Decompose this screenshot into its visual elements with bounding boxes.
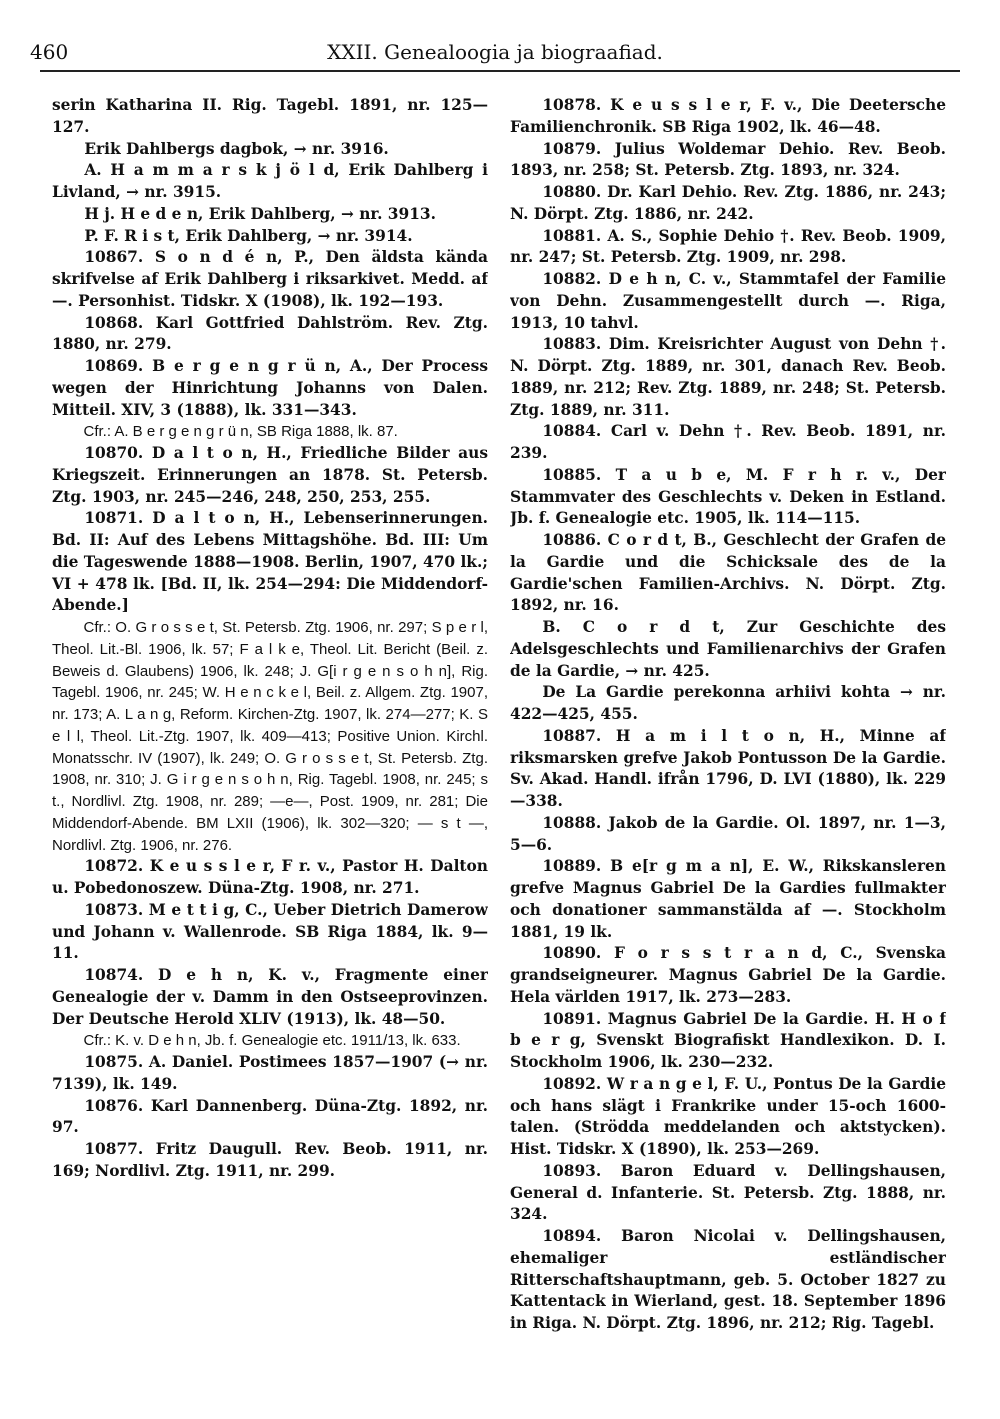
bibliography-entry: 10889. B e[r g m a n], E. W., Rikskansleren grefve Magnus Gabriel De la Gardies fullmakter och donationer sammanstälda af —. Stockholm 1881, 19 lk. (510, 857, 946, 941)
page-header (30, 38, 960, 68)
right-column (510, 95, 946, 1395)
bibliography-entry: 10893. Baron Eduard v. Dellingshausen, General d. Infanterie. St. Petersb. Ztg. 1888, nr. 324. (510, 1161, 946, 1224)
bibliography-entry: Erik Dahlbergs dagbok, → nr. 3916. (84, 139, 389, 158)
cfr-note: Cfr.: K. v. D e h n, Jb. f. Genealogie etc. 1911/13, lk. 633. (83, 1032, 461, 1050)
bibliography-entry: A. H a m m a r s k j ö l d, Erik Dahlberg i Livland, → nr. 3915. (52, 161, 488, 201)
bibliography-entry: 10883. Dim. Kreisrichter August von Dehn †. N. Dörpt. Ztg. 1889, nr. 301, danach Rev. Beob. 1889, nr. 212; Rev. Ztg. 1889, nr. 248; St. Petersb. Ztg. 1889, nr. 311. (510, 335, 946, 419)
bibliography-entry: H j. H e d e n, Erik Dahlberg, → nr. 3913. (84, 204, 436, 223)
page-number: 460 (30, 40, 69, 64)
bibliography-entry: 10884. Carl v. Dehn †. Rev. Beob. 1891, nr. 239. (510, 422, 946, 462)
bibliography-entry: 10875. A. Daniel. Postimees 1857—1907 (→ nr. 7139), lk. 149. (52, 1053, 488, 1093)
bibliography-entry: 10878. K e u s s l e r, F. v., Die Deetersche Familienchronik. SB Riga 1902, lk. 46—48. (510, 96, 946, 136)
bibliography-entry: 10894. Baron Nicolai v. Dellingshausen, ehemaliger estländischer Ritterschaftshauptmann, geb. 5. October 1827 zu Kattentack in Wierland, gest. 18. September 1896 in Riga. N. Dörpt. Ztg. 1896, nr. 212; Rig. Tagebl. (510, 1227, 946, 1332)
bibliography-entry: 10892. W r a n g e l, F. U., Pontus De la Gardie och hans slägt i Frankrike under 15-och 1600-talen. (Strödda meddelanden och aktstycken). Hist. Tidskr. X (1890), lk. 253—269. (510, 1074, 946, 1158)
header-rule (40, 70, 960, 72)
bibliography-entry: 10872. K e u s s l e r, F r. v., Pastor H. Dalton u. Pobedonoszew. Düna-Ztg. 1908, nr. 271. (52, 857, 488, 897)
bibliography-entry: 10891. Magnus Gabriel De la Gardie. H. H o f b e r g, Svenskt Biografiskt Handlexikon. D. I. Stockholm 1906, lk. 230—232. (510, 1009, 946, 1071)
cfr-note: Cfr.: A. B e r g e n g r ü n, SB Riga 1888, lk. 87. (83, 423, 398, 441)
cfr-note: Cfr.: O. G r o s s e t, St. Petersb. Ztg. 1906, nr. 297; S p e r l, Theol. Lit.-Bl. 1906, lk. 57; F a l k e, Theol. Lit. Bericht (Beil. z. Beweis d. Glaubens) 1906, lk. 248; J. G[i r g e n s o h n], Rig. Tagebl. 1906, nr. 245; W. H e n c k e l, Beil. z. Allgem. Ztg. 1907, nr. 173; A. L a n g, Reform. Kirchen-Ztg. 1907, lk. 274—277; K. S e l l, Theol. Lit.-Ztg. 1907, lk. 409—413; Positive Union. Kirchl. Monatsschr. IV (1907), lk. 249; O. G r o s s e t, St. Petersb. Ztg. 1908, nr. 310; J. G i r g e n s o h n, Rig. Tagebl. 1908, nr. 245; s t., Nordlivl. Ztg. 1908, nr. 289; —e—, Post. 1909, nr. 281; Die Middendorf-Abende. BM LXII (1906), lk. 302—320; — s t —, Nordlivl. Ztg. 1906, nr. 276. (52, 619, 488, 854)
bibliography-entry: serin Katharina II. Rig. Tagebl. 1891, nr. 125—127. (52, 96, 488, 136)
bibliography-entry: 10887. H a m i l t o n, H., Minne af riksmarsken grefve Jakob Pontusson De la Gardie. Sv. Akad. Handl. ifrån 1796, D. LVI (1880), lk. 229—338. (510, 726, 946, 810)
bibliography-entry: 10877. Fritz Daugull. Rev. Beob. 1911, nr. 169; Nordlivl. Ztg. 1911, nr. 299. (52, 1140, 488, 1180)
bibliography-entry: 10876. Karl Dannenberg. Düna-Ztg. 1892, nr. 97. (52, 1096, 488, 1137)
bibliography-entry: 10885. T a u b e, M. F r h r. v., Der Stammvater des Geschlechts v. Deken in Estland. Jb. f. Genealogie etc. 1905, lk. 114—115. (510, 465, 946, 528)
bibliography-entry: 10871. D a l t o n, H., Lebenserinnerungen. Bd. II: Auf des Lebens Mittagshöhe. Bd. III: Um die Tageswende 1888—1908. Berlin, 1907, 470 lk.; VI + 478 lk. [Bd. II, lk. 254—294: Die Middendorf-Abende.] (52, 509, 488, 615)
bibliography-entry: 10888. Jakob de la Gardie. Ol. 1897, nr. 1—3, 5—6. (510, 813, 946, 854)
bibliography-entry: 10879. Julius Woldemar Dehio. Rev. Beob. 1893, nr. 258; St. Petersb. Ztg. 1893, nr. 324. (510, 139, 946, 180)
bibliography-entry: 10880. Dr. Karl Dehio. Rev. Ztg. 1886, nr. 243; N. Dörpt. Ztg. 1886, nr. 242. (510, 183, 946, 223)
bibliography-entry: P. F. R i s t, Erik Dahlberg, → nr. 3914. (84, 226, 413, 245)
bibliography-entry: De La Gardie perekonna arhiivi kohta → nr. 422—425, 455. (510, 683, 946, 723)
bibliography-entry: 10870. D a l t o n, H., Friedliche Bilder aus Kriegszeit. Erinnerungen an 1878. St. Petersb. Ztg. 1903, nr. 245—246, 248, 250, 253, 255. (52, 444, 488, 506)
bibliography-entry: 10890. F o r s s t r a n d, C., Svenska grandseigneurer. Magnus Gabriel De la Gardie. Hela världen 1917, lk. 273—283. (510, 944, 946, 1006)
left-column (52, 95, 488, 1395)
bibliography-entry: 10868. Karl Gottfried Dahlström. Rev. Ztg. 1880, nr. 279. (52, 313, 488, 354)
bibliography-entry: 10882. D e h n, C. v., Stammtafel der Familie von Dehn. Zusammengestellt durch —. Riga, 1913, 10 tahvl. (510, 270, 946, 332)
bibliography-entry: 10886. C o r d t, B., Geschlecht der Grafen de la Gardie und die Schicksale des de la Gardie'schen Familien-Archivs. N. Dörpt. Ztg. 1892, nr. 16. (510, 531, 946, 615)
bibliography-entry: 10881. A. S., Sophie Dehio †. Rev. Beob. 1909, nr. 247; St. Petersb. Ztg. 1909, nr. 298. (510, 226, 946, 267)
bibliography-entry: 10867. S o n d é n, P., Den äldsta kända skrifvelse af Erik Dahlberg i riksarkivet. Medd. af —. Personhist. Tidskr. X (1908), lk. 192—193. (52, 248, 488, 310)
bibliography-entry: B. C o r d t, Zur Geschichte des Adelsgeschlechts und Familienarchivs der Grafen de la Gardie, → nr. 425. (510, 618, 946, 680)
bibliography-entry: 10869. B e r g e n g r ü n, A., Der Process wegen der Hinrichtung Johanns von Dalen. Mitteil. XIV, 3 (1888), lk. 331—343. (52, 357, 488, 419)
bibliography-entry: 10873. M e t t i g, C., Ueber Dietrich Damerow und Johann v. Wallenrode. SB Riga 1884, lk. 9—11. (52, 900, 488, 963)
running-head: XXII. Genealoogia ja biograafiad. (327, 40, 663, 64)
bibliography-entry: 10874. D e h n, K. v., Fragmente einer Genealogie der v. Damm in den Ostseeprovinzen. Der Deutsche Herold XLIV (1913), lk. 48—50. (52, 966, 488, 1028)
